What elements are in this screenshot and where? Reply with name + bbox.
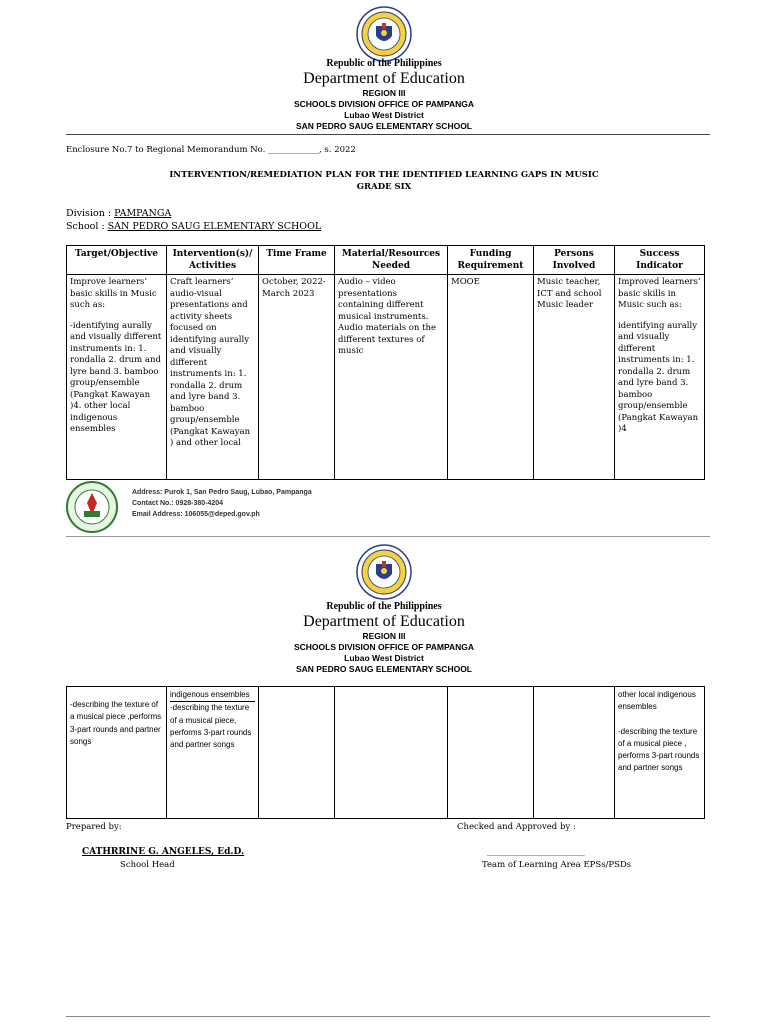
table-header-row	[67, 246, 705, 275]
school-seal-logo	[66, 481, 118, 533]
footer-address	[132, 487, 312, 520]
contact-line: Contact No.: 0928-380-4204	[132, 500, 224, 507]
success-identifying: identifying aurally and visually different instruments in: 1. rondalla 2. drum and lyre band 3. bamboo group/ensemble (Pangkat Kawayan )4	[618, 320, 699, 434]
cell-intervention	[167, 275, 259, 480]
division-label: Division :	[66, 208, 115, 219]
success-cont-ensembles: other local indigenous ensembles	[618, 690, 696, 712]
cell-materials	[335, 275, 448, 480]
cell-time-frame	[259, 275, 335, 480]
target-identifying: -identifying aurally and visually different instruments in: 1. rondalla 2. drum and lyre band 3. bamboo group/ensemble (Pangkat Kawayan )4. other local indigenous ensembles	[70, 320, 162, 434]
cell-target-cont	[67, 687, 167, 819]
cell-persons-cont	[534, 687, 615, 819]
preparer-title: School Head	[120, 860, 175, 870]
school-line	[66, 221, 321, 232]
region-label: REGION III	[362, 88, 406, 98]
table-row	[67, 275, 705, 480]
time-frame-text: October, 2022- March 2023	[262, 277, 326, 299]
deped-seal-logo-page2	[356, 544, 412, 600]
school-name-label-page2: SAN PEDRO SAUG ELEMENTARY SCHOOL	[296, 664, 472, 674]
page-break-divider	[66, 536, 710, 537]
approver-title: Team of Learning Area EPSs/PSDs	[482, 860, 632, 870]
cell-time-frame-cont	[259, 687, 335, 819]
school-value: SAN PEDRO SAUG ELEMENTARY SCHOOL	[107, 221, 322, 232]
table-row	[67, 687, 705, 819]
cell-success-cont	[615, 687, 705, 819]
deped-seal-logo	[356, 6, 412, 62]
address-line: Address: Purok 1, San Pedro Saug, Lubao, Pampanga	[132, 489, 312, 496]
school-label: School :	[66, 221, 108, 232]
header-success: Success Indicator	[615, 246, 705, 275]
success-intro: Improved learners’ basic skills in Music such as:	[618, 277, 701, 310]
cell-intervention-cont	[167, 687, 259, 819]
target-describing: -describing the texture of a musical piece ,performs 3-part rounds and partner songs	[70, 700, 162, 746]
header-divider	[66, 134, 710, 135]
division-office-label: SCHOOLS DIVISION OFFICE OF PAMPANGA	[293, 99, 475, 109]
header-funding: Funding Requirement	[448, 246, 534, 275]
plan-table-page2	[66, 686, 705, 819]
district-label: Lubao West District	[344, 110, 424, 120]
division-value: PAMPANGA	[114, 208, 172, 219]
header-persons: Persons Involved	[534, 246, 615, 275]
grade-label: GRADE SIX	[356, 182, 412, 192]
email-line: Email Address: 106055@deped.gov.ph	[132, 511, 260, 518]
intervention-cont-describing: -describing the texture of a musical piece, performs 3-part rounds and partner songs	[170, 703, 252, 750]
funding-text: MOOE	[451, 277, 480, 287]
department-title: Department of Education	[303, 70, 465, 87]
department-title-page2: Department of Education	[303, 613, 465, 630]
plan-table-page1	[66, 245, 705, 480]
header-materials: Material/Resources Needed	[335, 246, 448, 275]
preparer-name: CATHRRINE G. ANGELES, Ed.D.	[82, 847, 245, 857]
cell-persons	[534, 275, 615, 480]
checked-by-label: Checked and Approved by :	[457, 822, 576, 832]
cell-target	[67, 275, 167, 480]
prepared-by-label: Prepared by:	[66, 822, 122, 832]
republic-label: Republic of the Philippines	[326, 58, 442, 69]
materials-text: Audio – video presentations containing different musical instruments. Audio materials on the different textures of music	[338, 277, 437, 356]
header-target: Target/Objective	[67, 246, 167, 275]
cell-materials-cont	[335, 687, 448, 819]
header-time-frame: Time Frame	[259, 246, 335, 275]
enclosure-line: Enclosure No.7 to Regional Memorandum No. ____________, s. 2022	[66, 145, 356, 155]
cell-funding-cont	[448, 687, 534, 819]
target-intro: Improve learners’ basic skills in Music such as:	[70, 277, 157, 310]
intervention-cont-ensembles: indigenous ensembles	[170, 689, 255, 702]
plan-title: INTERVENTION/REMEDIATION PLAN FOR THE IDENTIFIED LEARNING GAPS IN MUSIC	[169, 170, 599, 180]
approver-signature-line: _______________________	[487, 847, 585, 857]
republic-label-page2: Republic of the Philippines	[326, 601, 442, 612]
division-line	[66, 208, 171, 219]
region-label-page2: REGION III	[362, 631, 406, 641]
cell-success	[615, 275, 705, 480]
bottom-divider	[66, 1016, 710, 1017]
cell-funding	[448, 275, 534, 480]
district-label-page2: Lubao West District	[344, 653, 424, 663]
persons-text: Music teacher, ICT and school Music leader	[537, 277, 602, 310]
intervention-text: Craft learners’ audio-visual presentations and activity sheets focused on identifying aurally and visually different instruments in: 1. rondalla 2. drum and lyre band 3. bamboo group/ensemble (Pangkat Kawayan ) and other local	[170, 277, 251, 448]
division-office-label-page2: SCHOOLS DIVISION OFFICE OF PAMPANGA	[293, 642, 475, 652]
header-intervention: Intervention(s)/ Activities	[167, 246, 259, 275]
success-cont-describing: -describing the texture of a musical piece , performs 3-part rounds and partner songs	[618, 726, 700, 773]
school-name-label: SAN PEDRO SAUG ELEMENTARY SCHOOL	[296, 121, 472, 131]
